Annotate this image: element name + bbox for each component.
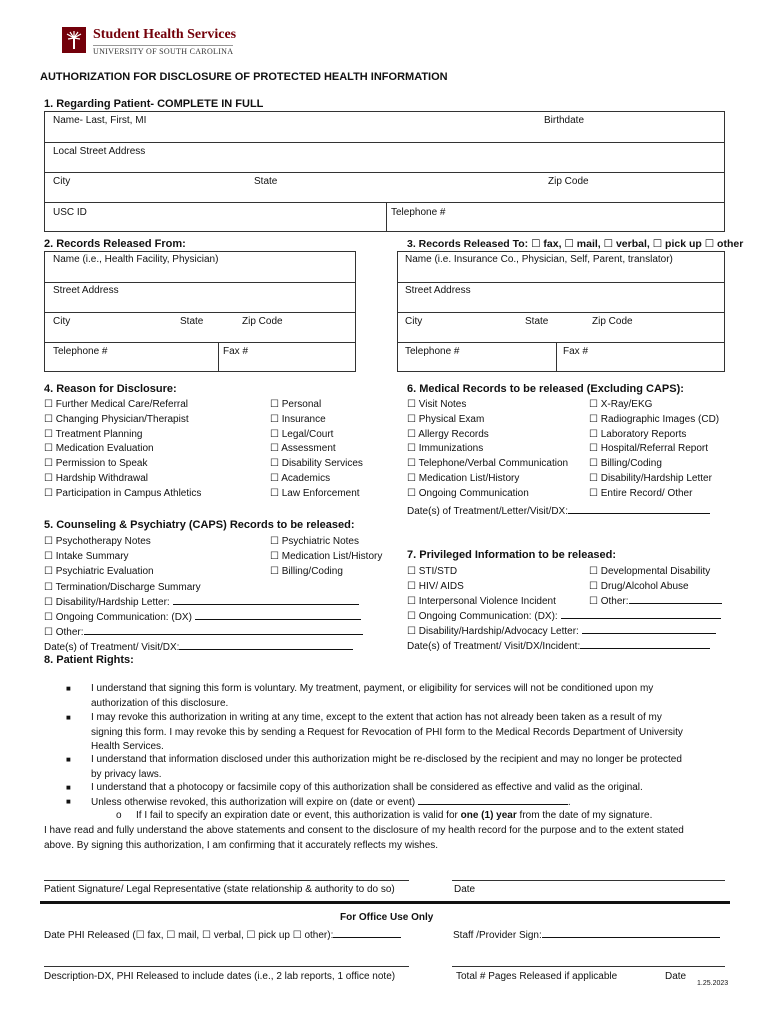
section5-heading: 5. Counseling & Psychiatry (CAPS) Records to be released: <box>44 519 355 531</box>
expiration-note: If I fail to specify an expiration date or event, this authorization is valid for one (1) year from the date of my signature. <box>136 810 653 821</box>
checkbox-option[interactable]: ☐ Disability/Hardship Letter <box>589 472 712 484</box>
checkbox-option[interactable]: ☐ Intake Summary <box>44 551 129 562</box>
state-field[interactable]: State <box>254 176 278 187</box>
checkbox-option[interactable]: ☐ Physical Exam <box>407 413 485 425</box>
checkbox-option[interactable]: ☐ Legal/Court <box>270 428 334 440</box>
checkbox-option[interactable]: ☐ Billing/Coding <box>270 566 343 577</box>
logo <box>62 27 262 57</box>
privileged-ongoing-field[interactable]: ☐ Ongoing Communication: (DX): <box>407 609 721 624</box>
checkbox-option[interactable]: ☐ Medication List/History <box>407 472 520 484</box>
to-state-field[interactable]: State <box>525 316 549 327</box>
checkbox-option[interactable]: ☐ STI/STD <box>407 566 458 577</box>
disability-letter-field[interactable]: ☐ Disability/Hardship Letter: <box>44 595 363 610</box>
medical-list-1 <box>407 398 568 502</box>
checkbox-option[interactable]: ☐ Telephone/Verbal Communication <box>407 458 569 470</box>
checkbox-option[interactable]: ☐ Billing/Coding <box>589 458 662 470</box>
form-title: AUTHORIZATION FOR DISCLOSURE OF PROTECTED HEALTH INFORMATION <box>40 71 448 83</box>
from-city-field[interactable]: City <box>53 316 71 327</box>
section6-heading: 6. Medical Records to be released (Excluding CAPS): <box>407 383 684 395</box>
privileged-dates-field[interactable]: Date(s) of Treatment/ Visit/DX/Incident: <box>407 639 721 654</box>
checkbox-option[interactable]: ☐ Laboratory Reports <box>589 428 687 440</box>
right-statement-4: I understand that a photocopy or facsimile copy of this authorization shall be considered as effective and valid as the original. <box>91 782 643 793</box>
checkbox-option[interactable]: ☐ Allergy Records <box>407 428 489 440</box>
description-line[interactable] <box>44 966 409 967</box>
org-name: Student Health Services <box>93 27 237 42</box>
privileged-other-field[interactable]: ☐ Other: <box>589 594 722 609</box>
from-fax-field[interactable]: Fax # <box>223 346 249 357</box>
telephone-field[interactable]: Telephone # <box>391 207 446 218</box>
checkbox-option[interactable]: ☐ Disability Services <box>270 458 363 470</box>
privileged-list-1 <box>407 564 556 609</box>
local-address-field[interactable]: Local Street Address <box>53 146 146 157</box>
to-telephone-field[interactable]: Telephone # <box>405 346 460 357</box>
checkbox-option[interactable]: ☐ Psychotherapy Notes <box>44 536 151 547</box>
total-pages-label: Total # Pages Released if applicable <box>456 971 618 982</box>
checkbox-option[interactable]: ☐ Treatment Planning <box>44 428 143 440</box>
checkbox-option[interactable]: ☐ HIV/ AIDS <box>407 581 464 592</box>
right-statement-2: I may revoke this authorization in writing at any time, except to the extent that action has not already been taken as a result of my signing this form. I may revoke this by sending a Request for Revocation of PHI form to the Medical Records Department of University Health Services. <box>91 712 683 752</box>
city-field[interactable]: City <box>53 176 71 187</box>
form-version: 1.25.2023 <box>697 980 729 987</box>
section3-heading: 3. Records Released To: ☐ fax, ☐ mail, ☐ verbal, ☐ pick up ☐ other <box>407 238 744 250</box>
medical-dates-field[interactable]: Date(s) of Treatment/Letter/Visit/DX: <box>407 504 710 517</box>
right-statement-3: I understand that information disclosed under this authorization might be re-disclosed by the recipient and may no longer be protected by privacy laws. <box>91 754 682 780</box>
from-zip-field[interactable]: Zip Code <box>242 316 283 327</box>
patient-name-field[interactable]: Name- Last, First, MI <box>53 115 147 126</box>
checkbox-option[interactable]: ☐ Psychiatric Notes <box>270 536 359 547</box>
to-city-field[interactable]: City <box>405 316 423 327</box>
to-fax-field[interactable]: Fax # <box>563 346 589 357</box>
usc-id-field[interactable]: USC ID <box>53 207 87 218</box>
checkbox-option[interactable]: ☐ Termination/Discharge Summary <box>44 582 201 593</box>
consent-statement: I have read and fully understand the above statements and consent to the disclosure of my health record for the purpose and to the extent stated above. By signing this authorization, I am confirming that it accurately reflects my wishes. <box>44 825 684 851</box>
privileged-disability-field[interactable]: ☐ Disability/Hardship/Advocacy Letter: <box>407 624 721 639</box>
caps-dates-field[interactable]: Date(s) of Treatment/ Visit/DX: <box>44 640 363 655</box>
from-telephone-field[interactable]: Telephone # <box>53 346 108 357</box>
caps-ongoing-field[interactable]: ☐ Ongoing Communication: (DX) <box>44 610 363 625</box>
section1-heading: 1. Regarding Patient- COMPLETE IN FULL <box>44 98 264 110</box>
checkbox-option[interactable]: ☐ Permission to Speak <box>44 458 148 470</box>
bullet-icon: ■ <box>66 713 71 722</box>
section8-heading: 8. Patient Rights: <box>44 654 134 666</box>
checkbox-option[interactable]: ☐ Entire Record/ Other <box>589 487 693 499</box>
privileged-list-2 <box>589 564 722 609</box>
date-released-field[interactable]: Date PHI Released (☐ fax, ☐ mail, ☐ verbal, ☐ pick up ☐ other): <box>44 928 401 941</box>
bullet-icon: ■ <box>66 684 71 693</box>
caps-extra <box>44 580 363 655</box>
section4-heading: 4. Reason for Disclosure: <box>44 383 177 395</box>
to-name-field[interactable]: Name (i.e. Insurance Co., Physician, Self, Parent, translator) <box>405 254 673 265</box>
caps-list-1 <box>44 534 154 579</box>
office-use-heading: For Office Use Only <box>340 912 434 923</box>
checkbox-option[interactable]: ☐ Law Enforcement <box>270 487 360 499</box>
sub-bullet-marker: o <box>116 810 122 821</box>
medical-list-2 <box>589 398 719 502</box>
staff-sign-field[interactable]: Staff /Provider Sign: <box>453 928 720 941</box>
patient-signature-line[interactable] <box>44 880 409 881</box>
checkbox-option[interactable]: ☐ Insurance <box>270 413 326 425</box>
checkbox-option[interactable]: ☐ Personal <box>270 399 322 410</box>
checkbox-option[interactable]: ☐ Further Medical Care/Referral <box>44 399 189 410</box>
from-state-field[interactable]: State <box>180 316 204 327</box>
checkbox-option[interactable]: ☐ Developmental Disability <box>589 566 711 577</box>
description-label: Description-DX, PHI Released to include dates (i.e., 2 lab reports, 1 office note) <box>44 971 396 982</box>
from-street-field[interactable]: Street Address <box>53 285 119 296</box>
to-street-field[interactable]: Street Address <box>405 285 471 296</box>
section7-heading: 7. Privileged Information to be released: <box>407 549 617 561</box>
caps-other-field[interactable]: ☐ Other: <box>44 625 363 640</box>
checkbox-option[interactable]: ☐ Medication Evaluation <box>44 443 154 455</box>
palmetto-logo-icon <box>62 27 86 53</box>
from-name-field[interactable]: Name (i.e., Health Facility, Physician) <box>53 254 219 265</box>
checkbox-option[interactable]: ☐ Academics <box>270 472 331 484</box>
birthdate-field[interactable]: Birthdate <box>544 115 585 126</box>
checkbox-option[interactable]: ☐ Hospital/Referral Report <box>589 443 709 455</box>
org-subtitle: UNIVERSITY OF SOUTH CAROLINA <box>93 47 234 56</box>
signature-date-line[interactable] <box>452 880 725 881</box>
section2-heading: 2. Records Released From: <box>44 238 186 250</box>
divider <box>40 901 730 904</box>
checkbox-option[interactable]: ☐ Interpersonal Violence Incident <box>407 596 556 607</box>
checkbox-option[interactable]: ☐ Psychiatric Evaluation <box>44 566 154 577</box>
patient-signature-label: Patient Signature/ Legal Representative (state relationship & authority to do so) <box>44 884 395 895</box>
checkbox-option[interactable]: ☐ Hardship Withdrawal <box>44 472 148 484</box>
signature-date-label: Date <box>454 884 476 895</box>
office-date-label: Date <box>665 971 687 982</box>
reason-list-1 <box>44 398 201 502</box>
privileged-extra <box>407 609 721 654</box>
caps-list-2 <box>270 534 382 579</box>
checkbox-option[interactable]: ☐ Radiographic Images (CD) <box>589 413 720 425</box>
bullet-icon: ■ <box>66 783 71 792</box>
checkbox-option[interactable]: ☐ Changing Physician/Therapist <box>44 413 189 425</box>
checkbox-option[interactable]: ☐ Ongoing Communication <box>407 487 529 499</box>
total-pages-line[interactable] <box>452 966 725 967</box>
right-statement-1: I understand that signing this form is voluntary. My treatment, payment, or eligibility for services will not be conditioned upon my authorization of this disclosure. <box>91 683 654 709</box>
bullet-icon: ■ <box>66 797 71 806</box>
checkbox-option[interactable]: ☐ Medication List/History <box>270 551 383 562</box>
to-zip-field[interactable]: Zip Code <box>592 316 633 327</box>
checkbox-option[interactable]: ☐ Immunizations <box>407 443 484 455</box>
reason-list-2 <box>270 398 363 502</box>
checkbox-option[interactable]: ☐ Assessment <box>270 443 336 455</box>
expiration-field[interactable]: Unless otherwise revoked, this authorization will expire on (date or event) . <box>91 797 571 808</box>
checkbox-option[interactable]: ☐ Visit Notes <box>407 399 467 410</box>
zip-field[interactable]: Zip Code <box>548 176 589 187</box>
checkbox-option[interactable]: ☐ X-Ray/EKG <box>589 399 653 410</box>
checkbox-option[interactable]: ☐ Drug/Alcohol Abuse <box>589 581 689 592</box>
bullet-icon: ■ <box>66 755 71 764</box>
checkbox-option[interactable]: ☐ Participation in Campus Athletics <box>44 487 202 499</box>
